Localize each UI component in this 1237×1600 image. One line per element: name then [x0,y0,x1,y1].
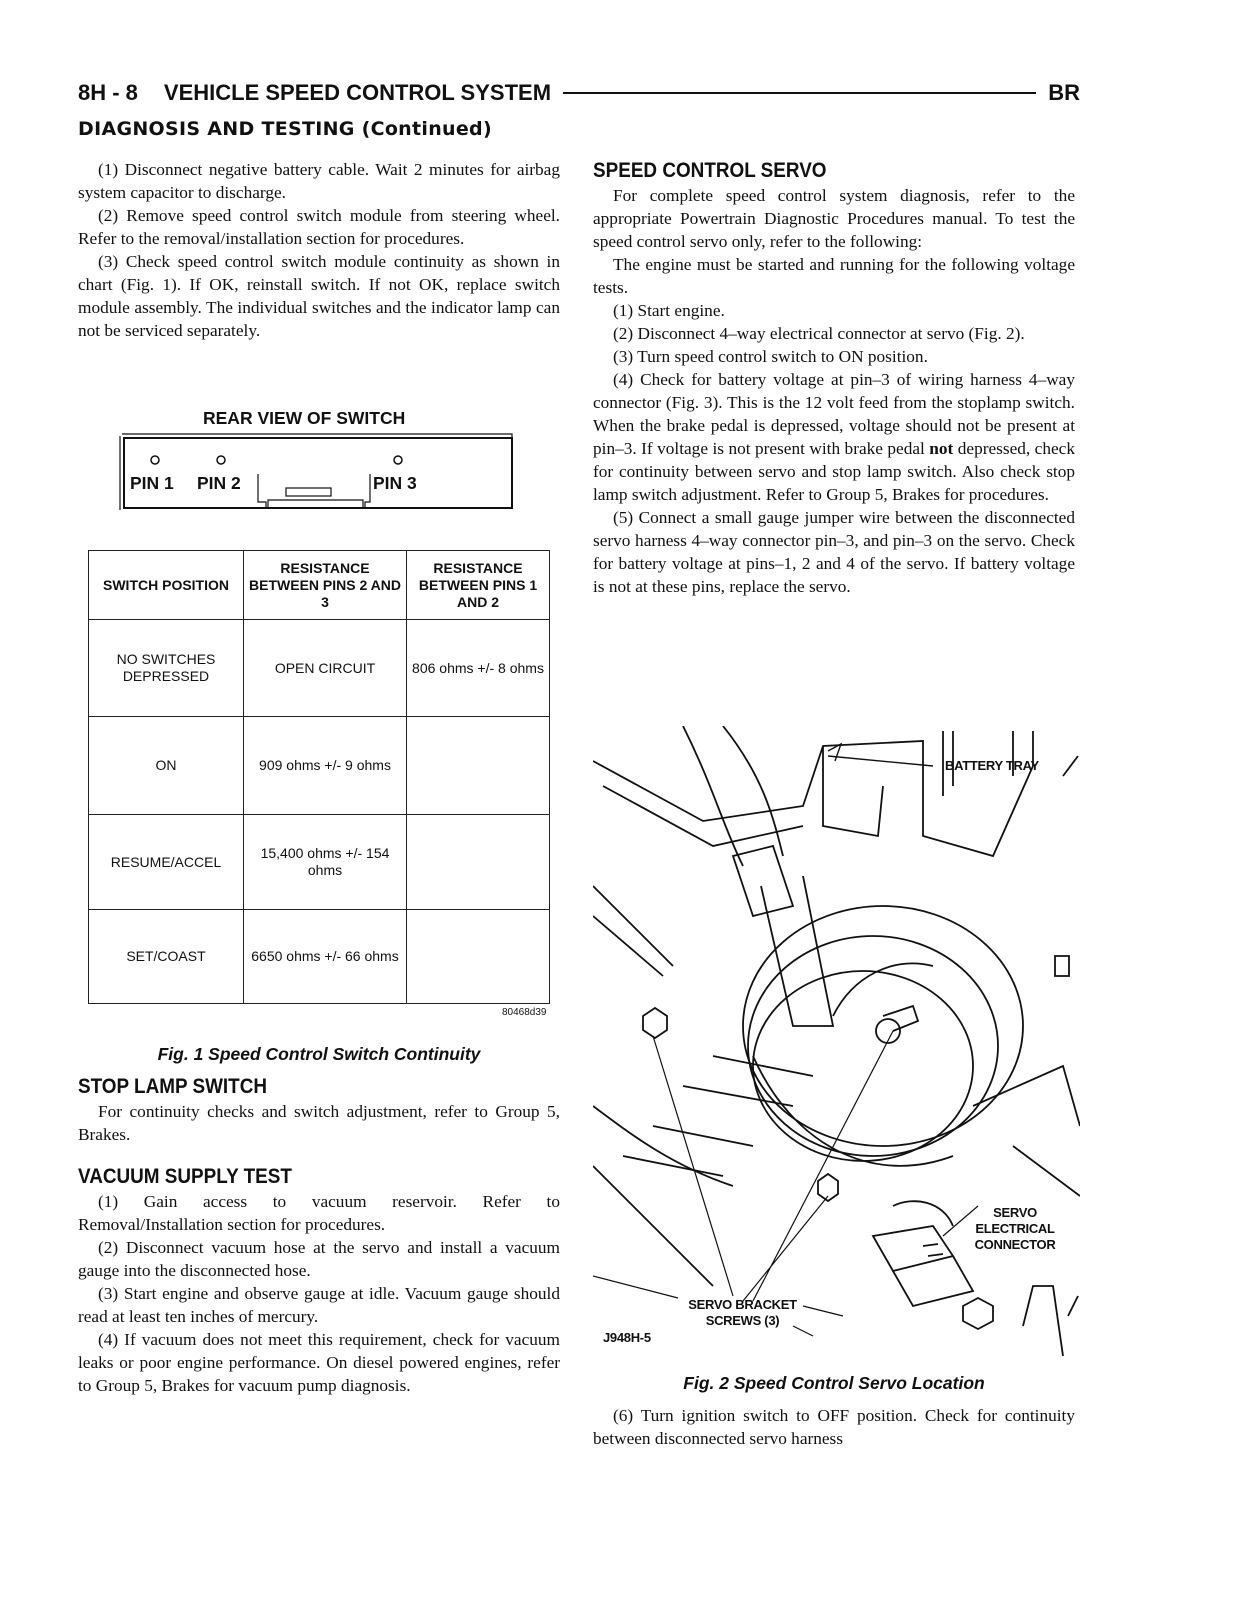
vacuum-test-heading: VACUUM SUPPLY TEST [78,1165,292,1188]
table-cell [407,717,550,815]
left-column-lower [78,1074,560,1397]
switch-rear-view-diagram [118,432,518,516]
figure-2-code: J948H-5 [603,1330,651,1345]
pin-3-label: PIN 3 [373,473,417,493]
paragraph: (6) Turn ignition switch to OFF position. Check for continuity between disconnected servo harness [593,1406,1075,1448]
figure-1-caption: Fig. 1 Speed Control Switch Continuity [157,1044,481,1064]
battery-tray-label: BATTERY TRAY [945,758,1039,773]
pin-1-label: PIN 1 [130,473,174,493]
table-header-row [89,551,550,620]
table-cell: RESUME/ACCEL [89,815,244,910]
paragraph: (3) Turn speed control switch to ON position. [613,347,928,366]
paragraph: (3) Check speed control switch module continuity as shown in chart (Fig. 1). If OK, reinstall switch. If not OK, replace switch module assembly. The individual switches and the indicator lamp can not be serviced separately. [78,252,560,340]
table-cell: 15,400 ohms +/- 154 ohms [244,815,407,910]
rear-view-title: REAR VIEW OF SWITCH [203,408,406,428]
model-code: BR [1048,80,1080,105]
paragraph: (3) Start engine and observe gauge at idle. Vacuum gauge should read at least ten inches of mercury. [78,1284,560,1326]
column-header: RESISTANCE BETWEEN PINS 2 AND 3 [244,551,407,620]
right-column-top [593,158,1075,598]
table-row [89,620,550,717]
section-subheader: DIAGNOSIS AND TESTING (Continued) [78,118,492,140]
paragraph: For continuity checks and switch adjustment, refer to Group 5, Brakes. [78,1102,560,1144]
paragraph: (1) Start engine. [613,301,725,320]
page-number: 8H - 8 [78,80,138,105]
table-cell: 909 ohms +/- 9 ohms [244,717,407,815]
table-cell: ON [89,717,244,815]
stop-lamp-heading: STOP LAMP SWITCH [78,1075,268,1098]
paragraph: (2) Remove speed control switch module from steering wheel. Refer to the removal/installation section for procedures. [78,206,560,248]
right-column-bottom [593,1404,1075,1450]
table-cell: 6650 ohms +/- 66 ohms [244,910,407,1004]
paragraph: (4) If vacuum does not meet this requirement, check for vacuum leaks or poor engine performance. On diesel powered engines, refer to Group 5, Brakes for vacuum pump diagnosis. [78,1330,560,1395]
table-cell: 806 ohms +/- 8 ohms [407,620,550,717]
figure-2-caption: Fig. 2 Speed Control Servo Location [683,1373,985,1393]
pin-2-label: PIN 2 [197,473,241,493]
table-row [89,717,550,815]
chapter-title: VEHICLE SPEED CONTROL SYSTEM [163,80,552,105]
paragraph: (1) Gain access to vacuum reservoir. Refer to Removal/Installation section for procedures. [78,1192,560,1234]
paragraph: For complete speed control system diagnosis, refer to the appropriate Powertrain Diagnostic Procedures manual. To test the speed control servo only, refer to the following: [593,186,1075,251]
column-header: SWITCH POSITION [89,551,244,620]
servo-bracket-screws-label: SERVO BRACKET SCREWS (3) [688,1297,797,1328]
table-cell [407,815,550,910]
paragraph: (5) Connect a small gauge jumper wire between the disconnected servo harness 4–way connector pin–3, and pin–3 on the servo. Check for battery voltage at pins–1, 2 and 4 of the servo. If battery voltage is not at these pins, replace the servo. [593,508,1075,596]
paragraph-step-4 [593,368,1075,506]
left-column-intro [78,158,560,342]
paragraph: (2) Disconnect vacuum hose at the servo and install a vacuum gauge into the disconnected hose. [78,1238,560,1280]
header-rule [563,92,1036,94]
table-cell: OPEN CIRCUIT [244,620,407,717]
table-cell: SET/COAST [89,910,244,1004]
table-cell: NO SWITCHES DEPRESSED [89,620,244,717]
servo-electrical-connector-label: SERVO ELECTRICAL CONNECTOR [974,1205,1056,1252]
continuity-table [88,550,550,1004]
column-header: RESISTANCE BETWEEN PINS 1 AND 2 [407,551,550,620]
servo-location-illustration [593,726,1080,1356]
paragraph: (1) Disconnect negative battery cable. Wait 2 minutes for airbag system capacitor to discharge. [78,160,560,202]
figure-1-code: 80468d39 [502,1007,547,1018]
page-header [78,78,1080,108]
text-run: (4) Check for battery voltage at pin–3 of wiring harness 4–way connector (Fig. 3). This is the 12 volt feed from the stoplamp switch. When the brake pedal is depressed, voltage should not be present at pin–3. If voltage is not present with brake pedal [593,370,1075,458]
text-run: depressed, check for continuity between servo and stop lamp switch. Also check stop lamp switch adjustment. Refer to Group 5, Brakes for procedures. [593,439,1075,504]
table-row [89,910,550,1004]
paragraph: The engine must be started and running for the following voltage tests. [593,255,1075,297]
emphasis-not: not [929,439,954,458]
paragraph: (2) Disconnect 4–way electrical connector at servo (Fig. 2). [613,324,1025,343]
servo-heading: SPEED CONTROL SERVO [593,159,827,182]
table-cell [407,910,550,1004]
table-row [89,815,550,910]
